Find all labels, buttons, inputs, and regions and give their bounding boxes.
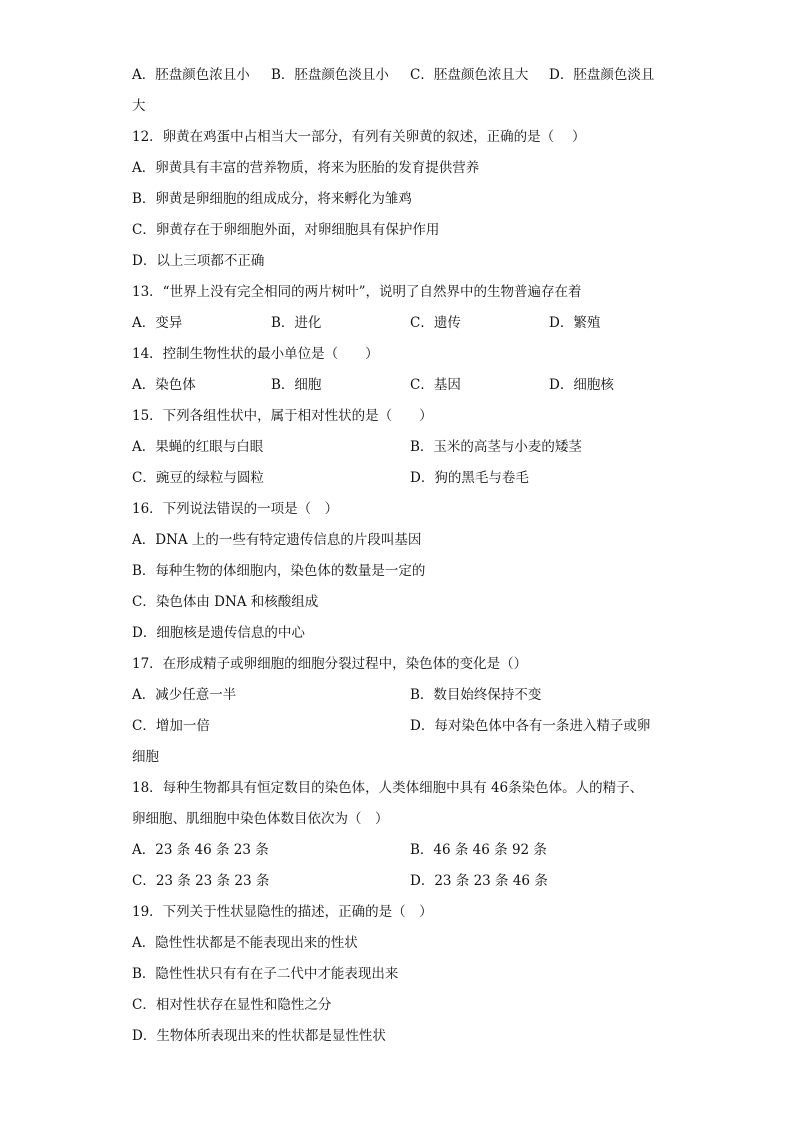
q17-stem: 17．在形成精子或卵细胞的细胞分裂过程中，染色体的变化是（） (132, 656, 528, 672)
q12-stem: 12．卵黄在鸡蛋中占相当大一部分，有列有关卵黄的叙述，正确的是（ ） (132, 129, 586, 145)
q11-option-d: D．胚盘颜色淡且 (549, 67, 655, 83)
q13-stem: 13．“世界上没有完全相同的两片树叶”，说明了自然界中的生物普遍存在着 (132, 284, 582, 300)
q13-option-b: B．进化 (271, 315, 322, 331)
q19-option-d: D．生物体所表现出来的性状都是显性性状 (132, 1028, 386, 1044)
q17-option-d: D．每对染色体中各有一条进入精子或卵 (410, 718, 651, 734)
q17-option-d-wrap: 细胞 (132, 749, 159, 765)
q11-option-a: A．胚盘颜色浓且小 (132, 67, 250, 83)
q12-option-c: C．卵黄存在于卵细胞外面，对卵细胞具有保护作用 (132, 222, 440, 238)
q19-stem: 19．下列关于性状显隐性的描述，正确的是（ ） (132, 904, 433, 920)
q11-option-c: C．胚盘颜色浓且大 (410, 67, 529, 83)
q15-option-d: D．狗的黑毛与卷毛 (410, 470, 529, 486)
q19-option-c: C．相对性状存在显性和隐性之分 (132, 997, 332, 1013)
q19-option-b: B．隐性性状只有有在子二代中才能表现出来 (132, 966, 399, 982)
q18-stem-line1: 18．每种生物都具有恒定数目的染色体，人类体细胞中具有 46条染色体。人的精子、 (132, 780, 644, 796)
q18-option-b: B．46 条 46 条 92 条 (410, 842, 547, 858)
q14-option-b: B．细胞 (271, 377, 322, 393)
q13-option-c: C．遗传 (410, 315, 461, 331)
q15-option-b: B．玉米的高茎与小麦的矮茎 (410, 439, 582, 455)
q15-option-a: A．果蝇的红眼与白眼 (132, 439, 264, 455)
q11-option-d-wrap: 大 (132, 98, 146, 114)
q16-option-a: A．DNA 上的一些有特定遗传信息的片段叫基因 (132, 532, 422, 548)
q14-option-a: A．染色体 (132, 377, 196, 393)
q12-option-a: A．卵黄具有丰富的营养物质，将来为胚胎的发育提供营养 (132, 160, 480, 176)
q17-option-a: A．减少任意一半 (132, 687, 237, 703)
q14-stem: 14．控制生物性状的最小单位是（ ） (132, 346, 379, 362)
q15-stem: 15．下列各组性状中，属于相对性状的是（ ） (132, 408, 433, 424)
q17-option-c: C．增加一倍 (132, 718, 210, 734)
q11-option-b: B．胚盘颜色淡且小 (271, 67, 389, 83)
q18-option-a: A．23 条 46 条 23 条 (132, 842, 269, 858)
q17-option-b: B．数目始终保持不变 (410, 687, 542, 703)
q14-option-d: D．细胞核 (549, 377, 614, 393)
q16-stem: 16．下列说法错误的一项是（ ） (132, 501, 339, 517)
q12-option-b: B．卵黄是卵细胞的组成成分，将来孵化为雏鸡 (132, 191, 412, 207)
q18-option-c: C．23 条 23 条 23 条 (132, 873, 270, 889)
q13-option-a: A．变异 (132, 315, 183, 331)
q18-option-d: D．23 条 23 条 46 条 (410, 873, 548, 889)
q19-option-a: A．隐性性状都是不能表现出来的性状 (132, 935, 358, 951)
q16-option-d: D．细胞核是遗传信息的中心 (132, 625, 305, 641)
q14-option-c: C．基因 (410, 377, 461, 393)
q13-option-d: D．繁殖 (549, 315, 601, 331)
q15-option-c: C．豌豆的绿粒与圆粒 (132, 470, 264, 486)
q16-option-b: B．每种生物的体细胞内，染色体的数量是一定的 (132, 563, 426, 579)
q16-option-c: C．染色体由 DNA 和核酸组成 (132, 594, 319, 610)
q12-option-d: D．以上三项都不正确 (132, 253, 265, 269)
q18-stem-line2: 卵细胞、肌细胞中染色体数目依次为（ ） (132, 811, 389, 827)
